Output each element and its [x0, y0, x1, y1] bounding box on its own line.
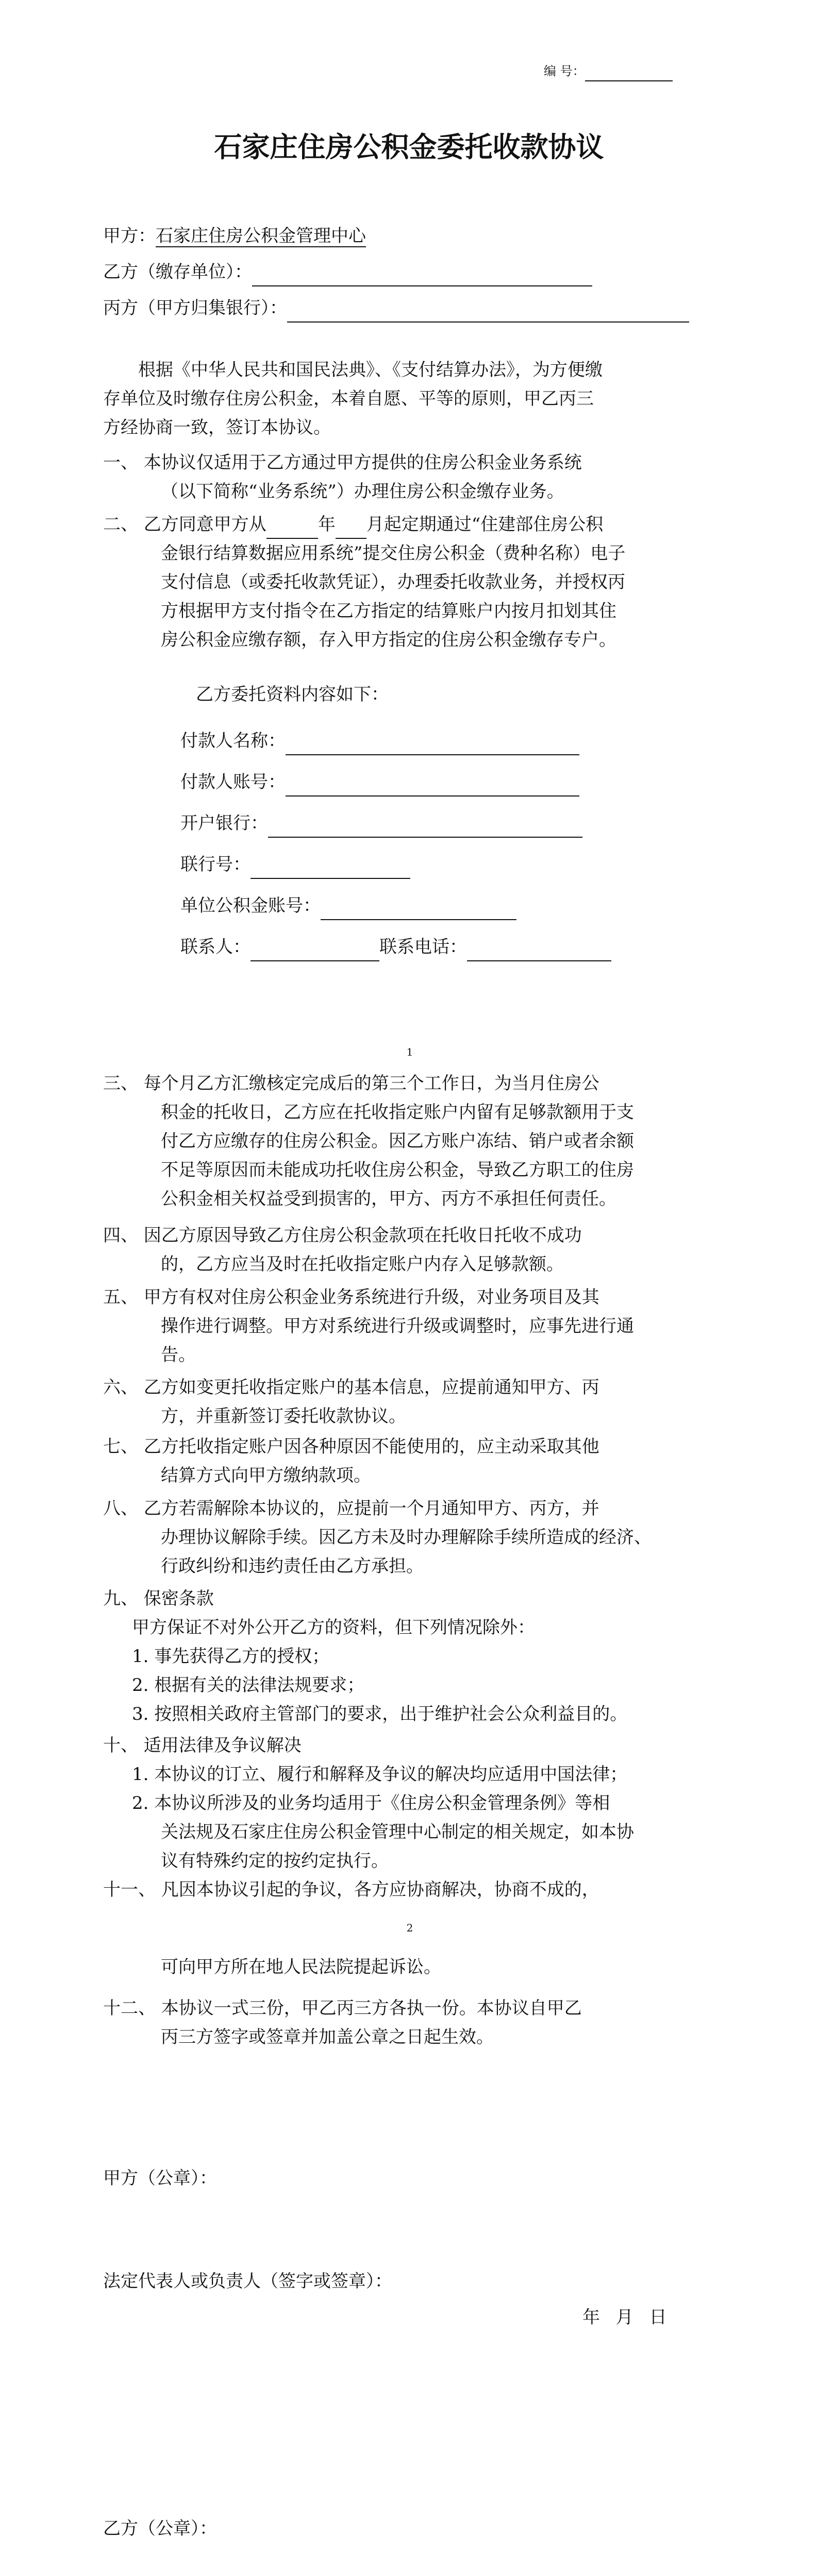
party-c-label: 丙方（甲方归集银行）： — [103, 298, 287, 318]
doc-number-field — [585, 65, 673, 81]
party-a-value: 石家庄住房公积金管理中心 — [156, 226, 366, 246]
clause-3 — [103, 1069, 711, 1213]
clause-line: 操作进行调整。甲方对系统进行升级或调整时，应事先进行通 — [161, 1316, 634, 1336]
clause-2-first-line — [103, 510, 711, 539]
clause-11-rest: 可向甲方所在地人民法院提起诉讼。 — [161, 1957, 441, 1977]
party-b-label: 乙方（缴存单位）： — [103, 262, 252, 282]
start-year-field — [266, 517, 318, 539]
clause-6 — [103, 1373, 711, 1431]
bank-label: 开户银行： — [180, 813, 268, 834]
clause-line: 积金的托收日，乙方应在托收指定账户内留有足够款额用于支 — [161, 1102, 634, 1123]
payer-name-line — [180, 726, 579, 755]
phone-field — [467, 940, 611, 961]
clause-1 — [103, 448, 711, 506]
clause-7 — [103, 1432, 711, 1490]
list-item: 1. 本协议的订立、履行和解释及争议的解决均应适用中国法律； — [132, 1764, 628, 1785]
clause-11-first — [103, 1875, 711, 1904]
party-a-date: 年 月 日 — [582, 2307, 667, 2328]
intro-line: 根据《中华人民共和国民法典》、《支付结算办法》，为方便缴 — [138, 360, 603, 380]
party-b-field — [252, 265, 592, 286]
clause-line: 公积金相关权益受到损害的，甲方、丙方不承担任何责任。 — [161, 1189, 616, 1209]
clause-line: 十二、 本协议一式三份，甲乙丙三方各执一份。本协议自甲乙 — [103, 1998, 582, 2019]
payer-account-label: 付款人账号： — [180, 772, 286, 792]
clause-line: 方，并重新签订委托收款协议。 — [161, 1406, 406, 1427]
bank-no-field — [251, 857, 410, 879]
list-item: 关法规及石家庄住房公积金管理中心制定的相关规定，如本协 — [161, 1822, 634, 1842]
clause-line: 支付信息（或委托收款凭证），办理委托收款业务，并授权丙 — [161, 572, 625, 592]
clause-line: 行政纠纷和违约责任由乙方承担。 — [161, 1556, 424, 1577]
clause-line: 不足等原因而未能成功托收住房公积金，导致乙方职工的住房 — [161, 1160, 634, 1180]
clause-line: 方根据甲方支付指令在乙方指定的结算账户内按月扣划其住 — [161, 601, 616, 621]
list-item: 2. 本协议所涉及的业务均适用于《住房公积金管理条例》等相 — [132, 1793, 610, 1814]
bank-line — [180, 809, 582, 838]
clause-9-heading: 九、 保密条款 — [103, 1588, 214, 1609]
clause-line: 告。 — [161, 1345, 196, 1365]
doc-number-label: 编 号： — [544, 64, 585, 78]
unit-account-field — [321, 899, 516, 920]
list-item: 1. 事先获得乙方的授权； — [132, 1646, 330, 1667]
unit-account-line — [180, 891, 516, 920]
clause-line: 六、 乙方如变更托收指定账户的基本信息，应提前通知甲方、丙 — [103, 1377, 599, 1398]
payer-account-field — [286, 775, 579, 796]
clause-10-heading: 十、 适用法律及争议解决 — [103, 1735, 302, 1756]
list-item: 议有特殊约定的按约定执行。 — [161, 1851, 389, 1871]
party-b-line — [103, 258, 592, 286]
clause-8 — [103, 1494, 711, 1581]
clause-12 — [103, 1994, 711, 2052]
clause-10 — [103, 1731, 711, 1875]
phone-label: 联系电话： — [379, 937, 467, 957]
party-a-label: 甲方： — [103, 226, 156, 246]
clause-line: 七、 乙方托收指定账户因各种原因不能使用的，应主动采取其他 — [103, 1436, 599, 1457]
year-label: 年 — [318, 514, 336, 535]
clause-line: （以下简称“业务系统”）办理住房公积金缴存业务。 — [161, 481, 564, 502]
page-number: 1 — [406, 1046, 413, 1058]
intro-line: 方经协商一致，签订本协议。 — [103, 417, 331, 438]
clause-line: 的，乙方应当及时在托收指定账户内存入足够款额。 — [161, 1254, 564, 1275]
payer-name-label: 付款人名称： — [180, 731, 286, 751]
clause-4 — [103, 1221, 711, 1279]
clause-line: 十一、 凡因本协议引起的争议，各方应协商解决，协商不成的， — [103, 1879, 599, 1900]
contact-line — [180, 933, 611, 961]
bank-no-line — [180, 850, 410, 879]
clause-line: 三、 每个月乙方汇缴核定完成后的第三个工作日，为当月住房公 — [103, 1073, 599, 1094]
unit-account-label: 单位公积金账号： — [180, 895, 321, 916]
clause-line: 四、 因乙方原因导致乙方住房公积金款项在托收日托收不成功 — [103, 1225, 582, 1246]
clause-5 — [103, 1283, 711, 1369]
clause-9-intro: 甲方保证不对外公开乙方的资料，但下列情况除外： — [132, 1617, 535, 1638]
party-c-field — [287, 301, 689, 323]
clause-line: 付乙方应缴存的住房公积金。因乙方账户冻结、销户或者余额 — [161, 1131, 634, 1151]
intro-paragraph — [103, 355, 711, 442]
clause-2-suffix: 月起定期通过“住建部住房公积 — [366, 514, 604, 535]
party-c-line — [103, 294, 689, 323]
contact-field — [251, 940, 379, 961]
clause-line: 丙三方签字或签章并加盖公章之日起生效。 — [161, 2027, 494, 2047]
payer-account-line — [180, 768, 579, 796]
bank-no-label: 联行号： — [180, 854, 251, 875]
clause-line: 房公积金应缴存额，存入甲方指定的住房公积金缴存专户。 — [161, 630, 616, 650]
clause-line: 办理协议解除手续。因乙方未及时办理解除手续所造成的经济、 — [161, 1527, 652, 1548]
party-b-seal: 乙方（公章）： — [103, 2518, 217, 2539]
entrust-heading: 乙方委托资料内容如下： — [196, 684, 389, 705]
doc-number — [544, 61, 673, 81]
list-item: 3. 按照相关政府主管部门的要求，出于维护社会公众利益目的。 — [132, 1704, 628, 1724]
clause-2 — [103, 510, 711, 654]
list-item: 2. 根据有关的法律法规要求； — [132, 1675, 365, 1696]
clause-line: 五、 甲方有权对住房公积金业务系统进行升级，对业务项目及其 — [103, 1287, 599, 1308]
contact-label: 联系人： — [180, 937, 251, 957]
bank-field — [268, 816, 582, 838]
party-a-line — [103, 222, 366, 250]
clause-line: 一、 本协议仅适用于乙方通过甲方提供的住房公积金业务系统 — [103, 452, 582, 473]
clause-line: 金银行结算数据应用系统”提交住房公积金（费种名称）电子 — [161, 543, 626, 564]
clause-2-prefix: 二、 乙方同意甲方从 — [103, 514, 266, 535]
intro-line: 存单位及时缴存住房公积金，本着自愿、平等的原则，甲乙丙三 — [103, 388, 594, 409]
payer-name-field — [286, 734, 579, 755]
clause-9 — [103, 1584, 711, 1728]
clause-line: 八、 乙方若需解除本协议的，应提前一个月通知甲方、丙方，并 — [103, 1498, 599, 1519]
page-number: 2 — [406, 1922, 413, 1934]
document-title: 石家庄住房公积金委托收款协议 — [214, 130, 604, 163]
party-a-rep: 法定代表人或负责人（签字或签章）： — [103, 2271, 392, 2292]
start-month-field — [336, 517, 366, 539]
party-a-seal: 甲方（公章）： — [103, 2168, 217, 2189]
clause-line: 结算方式向甲方缴纳款项。 — [161, 1465, 371, 1486]
